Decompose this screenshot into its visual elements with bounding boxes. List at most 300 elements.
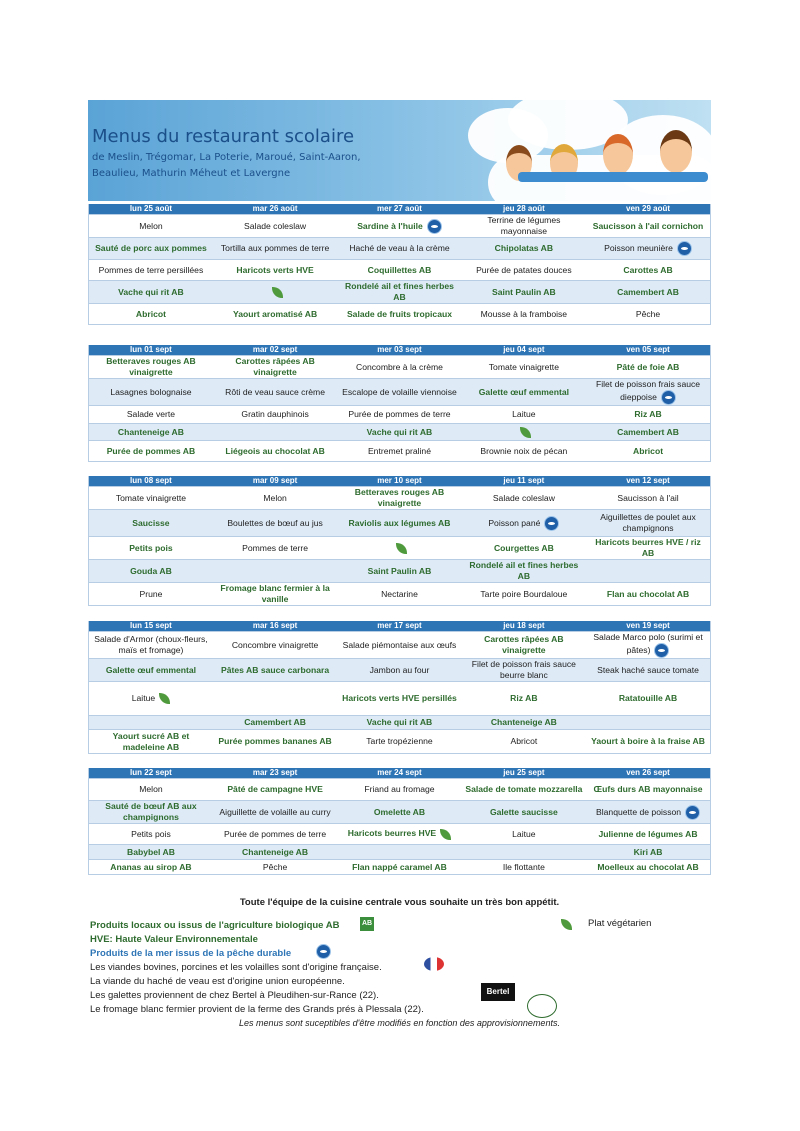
dish-name: Tarte tropézienne (366, 736, 433, 746)
fish-label-icon (427, 219, 442, 234)
menu-cell (586, 215, 710, 238)
dish-name: Haricots beurres HVE / riz AB (595, 537, 701, 558)
menu-row (89, 583, 711, 606)
menu-cell (586, 379, 710, 406)
menu-cell (462, 379, 586, 406)
bertel-logo: Bertel (481, 983, 515, 1001)
dish-name: Pâté de campagne HVE (227, 784, 323, 794)
dish-name: Laitue (512, 409, 536, 419)
menu-cell (89, 716, 213, 730)
leaf-icon (159, 693, 170, 704)
menu-cell (462, 424, 586, 441)
ferme-logo-icon (527, 994, 557, 1018)
menu-cell (89, 356, 213, 379)
menu-cell (213, 716, 337, 730)
dish-name: Friand au fromage (364, 784, 435, 794)
dish-name: Steak haché sauce tomate (597, 664, 699, 675)
dish-name: Laitue (512, 828, 536, 839)
dish-name: Filet de poisson frais sauce beurre blanc (471, 659, 576, 680)
day-header: ven 19 sept (586, 621, 710, 632)
menu-cell (586, 424, 710, 441)
menu-cell (586, 632, 710, 659)
dish-name: Nectarine (381, 588, 418, 599)
dish-name: Courgettes AB (493, 542, 554, 553)
legend-viandes: Les viandes bovines, porcines et les volailles sont d'origine française. (90, 962, 382, 973)
menu-cell (337, 379, 461, 406)
france-origin-icon (424, 957, 444, 971)
day-header: jeu 18 sept (462, 621, 586, 632)
menu-cell (337, 583, 461, 606)
menu-row (89, 632, 711, 659)
menu-cell (337, 238, 461, 260)
menu-cell (462, 801, 586, 824)
dish-name: Purée de pommes de terre (223, 828, 327, 839)
dish-name: Lasagnes bolognaise (110, 386, 192, 397)
fish-label-icon (677, 241, 692, 256)
legend-bio: Produits locaux ou issus de l'agriculture biologique AB (90, 920, 340, 931)
dish-name: Purée de pommes AB (106, 445, 196, 456)
menu-cell (462, 779, 586, 801)
menu-cell (337, 716, 461, 730)
menu-row (89, 716, 711, 730)
menu-cell (586, 510, 710, 537)
dish-name: Filet de poisson frais sauce dieppoise (595, 379, 701, 402)
dish-name: Pommes de terre persillées (98, 264, 204, 275)
menu-cell (462, 824, 586, 845)
week-header-row (89, 345, 711, 356)
child-icon (603, 134, 633, 175)
menu-cell (462, 281, 586, 304)
day-header: mar 09 sept (213, 476, 337, 487)
menu-cell (337, 356, 461, 379)
menu-cell (213, 379, 337, 406)
legend-veau: La viande du haché de veau est d'origine union européenne. (90, 976, 345, 987)
dish-name: Kiri AB (633, 846, 663, 857)
dish-name: Sardine à l'huile (357, 220, 423, 231)
menu-cell (337, 215, 461, 238)
menu-cell (586, 487, 710, 510)
menu-cell (213, 441, 337, 462)
dish-name: Camembert AB (244, 717, 306, 727)
dish-name: Escalope de volaille viennoise (342, 386, 457, 397)
day-header: lun 22 sept (89, 768, 213, 779)
menu-cell (337, 406, 461, 424)
menu-cell (89, 281, 213, 304)
week-header-row (89, 476, 711, 487)
menu-cell (586, 560, 710, 583)
menu-cell (462, 487, 586, 510)
menu-row (89, 281, 711, 304)
day-header: lun 25 août (89, 204, 213, 215)
day-header: ven 29 août (586, 204, 710, 215)
child-icon (660, 130, 692, 173)
menu-row (89, 845, 711, 860)
menu-row (89, 659, 711, 682)
menu-cell (337, 537, 461, 560)
day-header: lun 08 sept (89, 476, 213, 487)
dish-name: Purée pommes bananes AB (218, 736, 332, 746)
menu-cell (337, 510, 461, 537)
dish-name: Mousse à la framboise (480, 308, 568, 319)
dish-name: Camembert AB (617, 426, 679, 437)
day-header: jeu 04 sept (462, 345, 586, 356)
dish-name: Abricot (135, 308, 166, 319)
day-header: ven 12 sept (586, 476, 710, 487)
menu-cell (337, 730, 461, 754)
leaf-icon (440, 829, 451, 840)
dish-name: Terrine de légumes mayonnaise (487, 215, 561, 236)
menu-cell (89, 406, 213, 424)
menu-row (89, 487, 711, 510)
dish-name: Babybel AB (126, 846, 175, 857)
ab-logo: AB (360, 917, 374, 931)
menu-cell (213, 560, 337, 583)
menu-row (89, 238, 711, 260)
dish-name: Haricots verts HVE (236, 264, 314, 275)
day-header: ven 26 sept (586, 768, 710, 779)
menu-row (89, 860, 711, 875)
menu-cell (337, 424, 461, 441)
dish-name: Betteraves rouges AB vinaigrette (354, 487, 445, 508)
dish-name: Salade piémontaise aux œufs (342, 639, 457, 650)
menu-cell (337, 260, 461, 281)
dish-name: Riz AB (634, 409, 662, 419)
legend-veg: Plat végétarien (588, 918, 652, 929)
menu-row (89, 215, 711, 238)
day-header: mar 16 sept (213, 621, 337, 632)
footer-message: Toute l'équipe de la cuisine centrale vous souhaite un très bon appétit. (239, 897, 560, 908)
day-header: jeu 25 sept (462, 768, 586, 779)
menu-row (89, 537, 711, 560)
dish-name: Rôti de veau sauce crème (225, 386, 325, 397)
menu-cell (89, 659, 213, 682)
menu-row (89, 406, 711, 424)
menu-cell (89, 260, 213, 281)
fish-label-icon (654, 643, 669, 658)
menu-cell (213, 238, 337, 260)
menu-cell (586, 860, 710, 875)
dish-name: Salade de tomate mozzarella (465, 784, 583, 794)
menu-cell (213, 824, 337, 845)
day-header: mer 17 sept (337, 621, 461, 632)
dish-name: Saint Paulin AB (492, 286, 556, 297)
menu-cell (89, 730, 213, 754)
menu-cell (213, 845, 337, 860)
legend-note: Les menus sont suceptibles d'être modifiés en fonction des approvisionnements. (239, 1018, 560, 1028)
menu-cell (89, 487, 213, 510)
dish-name: Blanquette de poisson (596, 806, 682, 817)
menu-cell (337, 824, 461, 845)
dish-name: Salade coleslaw (244, 220, 307, 231)
dish-name: Laitue (131, 692, 156, 703)
menu-row (89, 356, 711, 379)
menu-cell (89, 424, 213, 441)
dish-name: Saucisse (132, 517, 170, 528)
dish-name: Galette saucisse (489, 806, 558, 817)
menu-cell (462, 537, 586, 560)
menu-cell (89, 824, 213, 845)
dish-name: Carottes râpées AB vinaigrette (484, 634, 564, 655)
dish-name: Yaourt sucré AB et madeleine AB (112, 730, 190, 752)
dish-name: Flan au chocolat AB (606, 588, 690, 599)
dish-name: Aiguillettes de poulet aux champignons (600, 512, 696, 533)
menu-cell (89, 632, 213, 659)
page-subtitle: de Meslin, Trégomar, La Poterie, Maroué, Saint-Aaron, Beaulieu, Mathurin Méheut et Lavergne (92, 152, 361, 179)
dish-name: Tarte poire Bourdaloue (480, 588, 568, 599)
menu-cell (586, 716, 710, 730)
header-banner (88, 100, 711, 201)
dish-name: Pêche (635, 308, 661, 319)
day-header: lun 15 sept (89, 621, 213, 632)
dish-name: Sauté de porc aux pommes (95, 243, 207, 253)
day-header: mer 03 sept (337, 345, 461, 356)
leaf-icon (561, 919, 572, 930)
fish-label-icon (661, 390, 676, 405)
dish-name: Omelette AB (373, 806, 426, 817)
menu-cell (213, 583, 337, 606)
dish-name: Tortilla aux pommes de terre (220, 243, 330, 253)
legend-fromage: Le fromage blanc fermier provient de la ferme des Grands prés à Plessala (22). (90, 1004, 424, 1015)
dish-name: Raviolis aux légumes AB (348, 517, 451, 528)
dish-name: Sauté de bœuf AB aux champignons (105, 801, 197, 822)
dish-name: Pommes de terre (242, 542, 309, 553)
menu-row (89, 424, 711, 441)
dish-name: Abricot (510, 736, 538, 746)
dish-name: Vache qui rit AB (366, 717, 433, 727)
dish-name: Pêche (262, 861, 288, 872)
menu-cell (462, 659, 586, 682)
dish-name: Salade Marco polo (surimi et pâtes) (593, 632, 703, 655)
menu-cell (586, 730, 710, 754)
menu-cell (89, 537, 213, 560)
menu-cell (462, 510, 586, 537)
menu-cell (462, 730, 586, 754)
menu-cell (213, 860, 337, 875)
menu-cell (462, 406, 586, 424)
menu-cell (586, 537, 710, 560)
menu-cell (213, 632, 337, 659)
menu-cell (462, 632, 586, 659)
dish-name: Riz AB (510, 693, 538, 703)
menu-cell (213, 281, 337, 304)
menu-row (89, 682, 711, 716)
menu-cell (462, 560, 586, 583)
menu-cell (586, 845, 710, 860)
week-table (88, 476, 711, 606)
dish-name: Tomate vinaigrette (115, 492, 187, 503)
menu-cell (89, 215, 213, 238)
menu-cell (337, 281, 461, 304)
week-table (88, 768, 711, 875)
menu-cell (462, 583, 586, 606)
dish-name: Chanteneige AB (117, 426, 184, 437)
menu-cell (213, 659, 337, 682)
menu-cell (586, 824, 710, 845)
week-table (88, 621, 711, 754)
menu-cell (213, 215, 337, 238)
menu-cell (213, 682, 337, 716)
day-header: mar 26 août (213, 204, 337, 215)
dish-name: Pâtes AB sauce carbonara (221, 664, 330, 675)
dish-name: Abricot (632, 445, 664, 456)
menu-cell (337, 779, 461, 801)
dish-name: Moelleux au chocolat AB (597, 861, 699, 872)
menu-cell (586, 281, 710, 304)
leaf-icon (396, 543, 407, 554)
menu-cell (586, 682, 710, 716)
menu-cell (89, 583, 213, 606)
dish-name: Vache qui rit AB (366, 426, 433, 437)
menu-cell (462, 441, 586, 462)
dish-name: Saucisson à l'ail cornichon (592, 220, 704, 231)
week-table (88, 345, 711, 462)
menu-cell (89, 560, 213, 583)
menu-cell (213, 537, 337, 560)
menu-cell (89, 779, 213, 801)
dish-name: Aiguillette de volaille au curry (219, 806, 331, 817)
week-header-row (89, 768, 711, 779)
menu-cell (89, 304, 213, 325)
dish-name: Saint Paulin AB (367, 565, 432, 576)
dish-name: Purée de patates douces (476, 264, 572, 275)
menu-cell (89, 682, 213, 716)
menu-cell (337, 801, 461, 824)
menu-row (89, 441, 711, 462)
dish-name: Flan nappé caramel AB (352, 861, 447, 872)
dish-name: Brownie noix de pécan (480, 445, 568, 456)
menu-cell (213, 260, 337, 281)
menu-cell (89, 801, 213, 824)
dish-name: Liégeois au chocolat AB (225, 445, 325, 456)
menu-cell (213, 779, 337, 801)
menu-cell (462, 860, 586, 875)
dish-name: Salade coleslaw (492, 492, 555, 503)
menu-cell (213, 356, 337, 379)
fish-label-icon (544, 516, 559, 531)
page-title: Menus du restaurant scolaire (92, 126, 355, 147)
dish-name: Chanteneige AB (242, 846, 309, 857)
dish-name: Yaourt à boire à la fraise AB (591, 736, 705, 746)
menu-cell (586, 801, 710, 824)
dish-name: Melon (263, 492, 287, 503)
dish-name: Vache qui rit AB (118, 286, 184, 297)
menu-cell (462, 260, 586, 281)
dish-name: Fromage blanc fermier à la vanille (220, 583, 330, 604)
table-illustration (518, 172, 708, 182)
menu-cell (462, 304, 586, 325)
menu-cell (586, 406, 710, 424)
dish-name: Gratin dauphinois (241, 409, 309, 419)
legend-peche: Produits de la mer issus de la pêche durable (90, 948, 292, 959)
menu-cell (213, 730, 337, 754)
dish-name: Rondelé ail et fines herbes AB (469, 560, 579, 581)
dish-name: Concombre vinaigrette (231, 639, 319, 650)
menu-cell (462, 845, 586, 860)
dish-name: Ananas au sirop AB (110, 861, 192, 872)
menu-cell (337, 560, 461, 583)
day-header: mar 23 sept (213, 768, 337, 779)
menu-row (89, 824, 711, 845)
dish-name: Petits pois (129, 542, 173, 553)
menu-cell (462, 682, 586, 716)
fish-label-icon (316, 944, 331, 959)
menu-row (89, 260, 711, 281)
dish-name: Œufs durs AB mayonnaise (593, 784, 703, 794)
dish-name: Saucisson à l'ail (617, 492, 679, 503)
day-header: jeu 11 sept (462, 476, 586, 487)
menu-row (89, 730, 711, 754)
dish-name: Galette œuf emmental (105, 664, 197, 675)
dish-name: Concombre à la crème (356, 361, 443, 372)
dish-name: Gouda AB (130, 565, 172, 576)
menu-cell (337, 487, 461, 510)
menu-cell (586, 304, 710, 325)
dish-name: Haricots beurres HVE (347, 828, 437, 839)
dish-name: Chipolatas AB (494, 243, 554, 253)
menu-cell (462, 716, 586, 730)
dish-name: Poisson pané (488, 517, 541, 528)
menu-row (89, 560, 711, 583)
day-header: mer 27 août (337, 204, 461, 215)
menu-cell (586, 356, 710, 379)
dish-name: Poisson meunière (604, 242, 673, 253)
day-header: ven 05 sept (586, 345, 710, 356)
dish-name: Ile flottante (502, 861, 545, 872)
menu-cell (337, 659, 461, 682)
legend-galettes: Les galettes proviennent de chez Bertel à Pleudihen-sur-Rance (22). (90, 990, 379, 1001)
dish-name: Yaourt aromatisé AB (232, 308, 318, 319)
menu-cell (462, 215, 586, 238)
menu-row (89, 510, 711, 537)
menu-cell (213, 424, 337, 441)
dish-name: Carottes râpées AB vinaigrette (235, 356, 315, 377)
dish-name: Tomate vinaigrette (488, 361, 559, 372)
menu-cell (586, 260, 710, 281)
dish-name: Pâté de foie AB (616, 361, 680, 372)
menu-cell (337, 632, 461, 659)
menu-cell (337, 682, 461, 716)
menu-cell (89, 441, 213, 462)
day-header: mar 02 sept (213, 345, 337, 356)
week-header-row (89, 204, 711, 215)
dish-name: Julienne de légumes AB (598, 828, 698, 839)
dish-name: Carottes AB (623, 264, 673, 275)
dish-name: Betteraves rouges AB vinaigrette (106, 356, 196, 377)
day-header: lun 01 sept (89, 345, 213, 356)
menu-cell (586, 238, 710, 260)
menu-cell (586, 659, 710, 682)
menu-cell (89, 860, 213, 875)
menu-cell (586, 441, 710, 462)
dish-name: Haricots verts HVE persillés (342, 693, 457, 703)
dish-name: Ratatouille AB (618, 693, 678, 703)
fish-label-icon (685, 805, 700, 820)
menu-row (89, 304, 711, 325)
menu-cell (337, 860, 461, 875)
week-header-row (89, 621, 711, 632)
legend-hve: HVE: Haute Valeur Environnementale (90, 934, 258, 945)
menu-cell (213, 406, 337, 424)
menu-cell (213, 487, 337, 510)
menu-cell (213, 801, 337, 824)
dish-name: Chanteneige AB (490, 717, 557, 727)
dish-name: Coquillettes AB (367, 264, 432, 275)
day-header: jeu 28 août (462, 204, 586, 215)
week-table (88, 204, 711, 325)
menu-cell (89, 379, 213, 406)
dish-name: Boulettes de bœuf au jus (227, 517, 323, 528)
dish-name: Purée de pommes de terre (348, 409, 451, 419)
